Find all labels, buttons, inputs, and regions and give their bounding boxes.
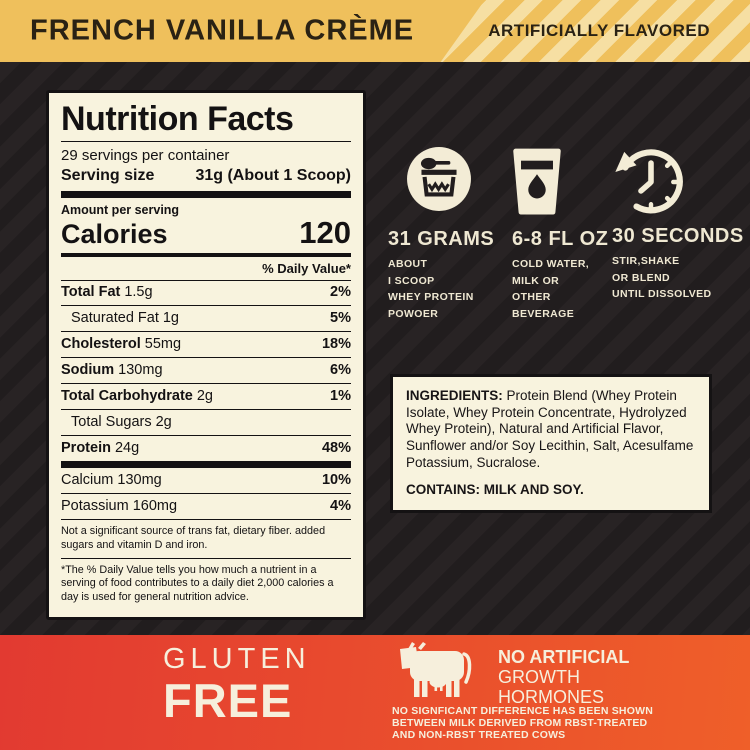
direction-step-liquid (512, 146, 614, 322)
serving-size-row (61, 165, 351, 191)
flavor-name: FRENCH VANILLA CRÈME (30, 14, 415, 47)
claim-line: NO ARTIFICIAL (498, 647, 630, 667)
gluten-free-badge (163, 643, 311, 727)
not-significant-source-note: Not a significant source of trans fat, dietary fiber. added sugars and vitamin D and iron. (61, 520, 351, 559)
nutrition-row-calcium (61, 468, 351, 494)
nutrition-row-potassium (61, 494, 351, 520)
serving-size-label: Serving size (61, 167, 155, 185)
step-line: UNTIL DISSOLVED (612, 288, 712, 300)
nutrient-dv: 6% (330, 361, 351, 378)
step-line: COLD WATER, (512, 258, 590, 270)
footer-banner (0, 635, 750, 750)
nutrient-amount: 2g (196, 387, 213, 404)
nutrient-amount: 130mg (118, 361, 163, 378)
nutrient-dv: 1% (330, 387, 351, 404)
step-line: OTHER (512, 291, 551, 303)
direction-step-mix (612, 143, 744, 303)
step-details (512, 256, 614, 322)
nutrient-dv: 48% (321, 439, 351, 456)
step-line: OR BLEND (612, 271, 671, 284)
nutrition-row-protein (61, 436, 351, 468)
nutrition-facts-panel (46, 90, 366, 620)
nutrient-amount: 130mg (117, 471, 162, 488)
cow-icon (392, 641, 476, 708)
daily-value-header: % Daily Value* (61, 257, 351, 281)
glass-icon (512, 146, 614, 222)
nutrition-row-total-fat (61, 281, 351, 307)
nutrient-name: Total Carbohydrate (61, 387, 193, 404)
nutrient-amount: 24g (114, 439, 140, 456)
step-line: ABOUT (388, 258, 428, 270)
gluten-word: GLUTEN (163, 643, 311, 675)
no-artificial-hormones-claim (498, 647, 629, 707)
nutrient-amount: 55mg (144, 335, 182, 352)
nutrient-amount: 160mg (132, 497, 178, 514)
scoop-tub-icon (388, 146, 508, 222)
nutrient-dv: 10% (321, 471, 351, 488)
claim-line: HORMONES (498, 687, 605, 707)
step-heading: 30 SECONDS (612, 225, 744, 247)
step-line: I SCOOP (388, 274, 435, 287)
nutrient-dv: 5% (330, 309, 351, 326)
free-word: FREE (163, 674, 293, 727)
nutrition-facts-title: Nutrition Facts (61, 100, 351, 142)
disclaimer-line: AND NON-RBST TREATED COWS (392, 728, 566, 741)
flavor-banner (0, 0, 750, 62)
direction-step-scoop (388, 146, 508, 322)
nutrient-name: Saturated Fat (71, 309, 159, 326)
nutrient-name: Cholesterol (61, 335, 141, 352)
disclaimer-line: NO SIGNFICANT DIFFERENCE HAS BEEN SHOWN (392, 705, 653, 717)
ingredients-label: INGREDIENTS: (406, 388, 503, 403)
nutrient-dv: 18% (321, 335, 351, 352)
calories-row (61, 217, 351, 252)
nutrient-dv: 2% (330, 284, 351, 301)
disclaimer-line: BETWEEN MILK DERIVED FROM RBST-TREATED (392, 716, 648, 729)
step-heading: 6-8 FL OZ (512, 228, 609, 250)
nutrient-name: Total Sugars (71, 413, 152, 430)
nutrient-name: Protein (61, 439, 111, 456)
rbst-disclaimer (392, 706, 653, 741)
nutrient-amount: 2g (155, 413, 172, 430)
ingredients-list: Protein Blend (Whey Protein Isolate, Whey Protein Concentrate, Hydrolyzed Whey Protein), Natural and Artificial Flavor, Sunflower and/or Soy Lecithin, Salt, Acesulfame Potassium, Sucralose. (406, 388, 694, 470)
clock-icon (612, 143, 740, 219)
nutrition-row-cholesterol (61, 332, 351, 358)
nutrient-dv: 4% (330, 497, 351, 514)
claim-line: GROWTH (498, 667, 580, 687)
ingredients-text (406, 388, 696, 472)
nutrition-row-total-carbohydrate (61, 384, 351, 410)
servings-per-container: 29 servings per container (61, 147, 230, 165)
artificially-flavored-label: ARTIFICIALLY FLAVORED (488, 21, 710, 40)
step-line: STIR,SHAKE (612, 255, 680, 267)
step-details (612, 253, 740, 303)
contains-statement: CONTAINS: MILK AND SOY. (406, 481, 584, 497)
step-line: POWOER (388, 307, 439, 320)
daily-value-footnote: *The % Daily Value tells you how much a nutrient in a serving of food contributes to a daily diet 2,000 calories a day is used for general nutrition advice. (61, 563, 334, 604)
step-line: BEVERAGE (512, 307, 575, 320)
calories-value: 120 (299, 215, 351, 251)
nutrition-row-total-sugars (61, 410, 351, 436)
step-line: MILK OR (512, 274, 560, 287)
nutrient-amount: 1.5g (124, 284, 153, 301)
nutrient-amount: 1g (162, 309, 179, 326)
nutrition-row-sodium (61, 358, 351, 384)
calories-label: Calories (61, 218, 168, 249)
ingredients-box (390, 374, 712, 513)
nutrient-name: Sodium (61, 361, 115, 378)
step-line: WHEY PROTEIN (388, 291, 474, 303)
amount-per-serving-label: Amount per serving (61, 203, 180, 218)
nutrient-name: Calcium (61, 471, 114, 488)
thick-divider (61, 191, 351, 198)
step-details (388, 256, 508, 322)
nutrient-name: Potassium (61, 497, 129, 514)
serving-size-value: 31g (About 1 Scoop) (195, 167, 351, 185)
nutrient-name: Total Fat (61, 284, 121, 301)
step-heading: 31 GRAMS (388, 228, 495, 250)
nutrition-row-saturated-fat (61, 306, 351, 332)
